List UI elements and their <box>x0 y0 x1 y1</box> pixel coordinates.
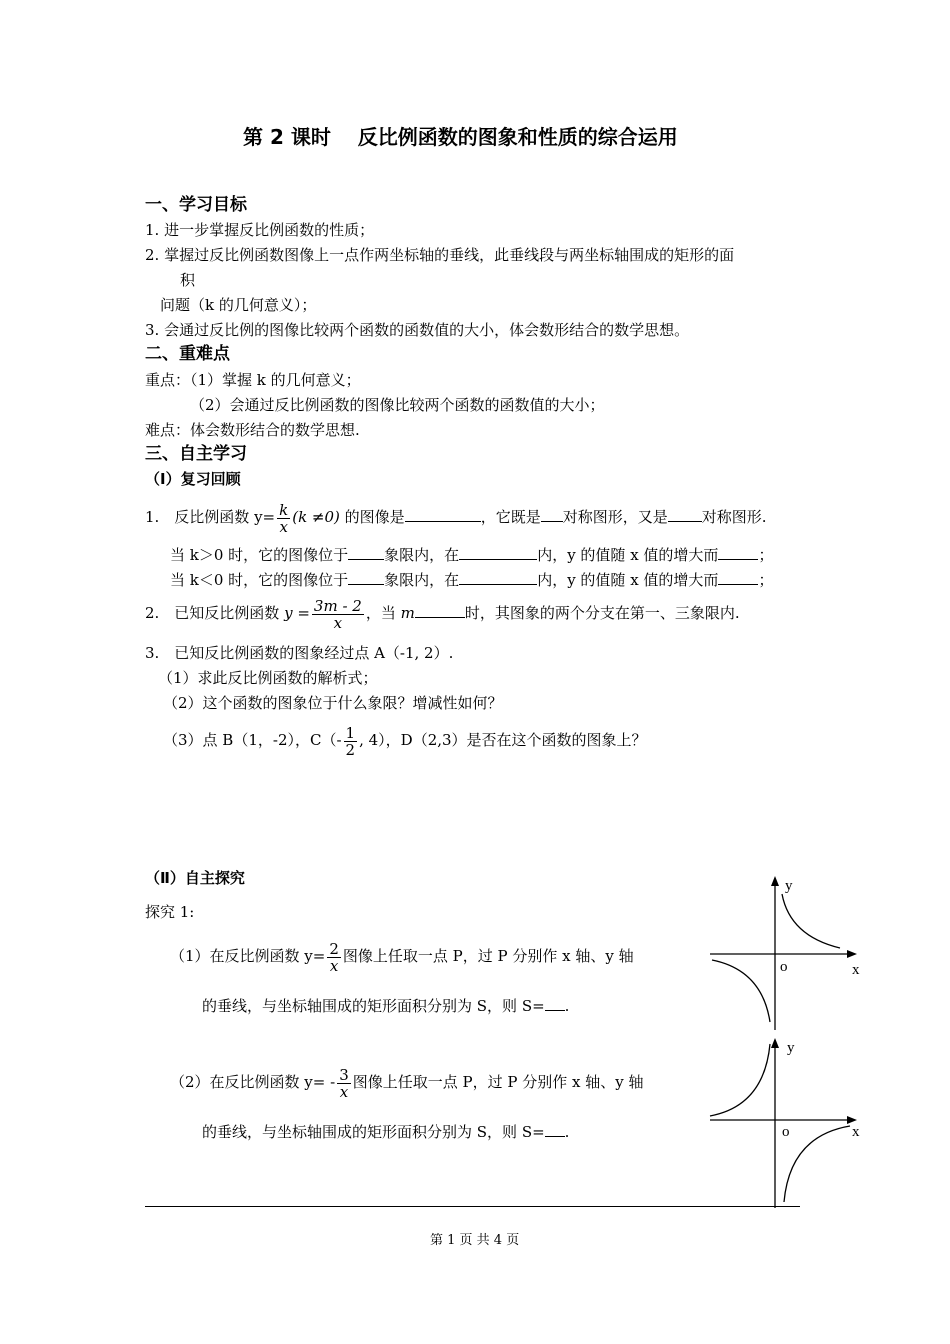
answer-blank[interactable] <box>545 1122 565 1137</box>
goal-2: 2. 掌握过反比例函数图像上一点作两坐标轴的垂线，此垂线段与两坐标轴围成的矩形的面 <box>145 246 735 264</box>
question-3: 3. 已知反比例函数的图象经过点 A（-1, 2）. <box>145 644 454 662</box>
explore-1-label: 探究 1: <box>145 903 195 921</box>
fraction-3-over-x: $\frac{3}{x}$ <box>339 1065 349 1101</box>
answer-blank[interactable] <box>405 507 481 522</box>
fraction-k-over-x: $\frac{k}{x}$ <box>279 500 289 536</box>
x-axis-label: x <box>852 1124 860 1140</box>
x-axis-label: x <box>852 962 860 978</box>
answer-blank[interactable] <box>668 507 702 522</box>
origin-label: o <box>782 1124 790 1140</box>
explore-1-question-1-line-2: 的垂线，与坐标轴围成的矩形面积分别为 S，则 S= . <box>202 997 570 1015</box>
section-heading-keypoints: 二、重难点 <box>145 344 230 364</box>
section-heading-goals: 一、学习目标 <box>145 195 247 215</box>
question-3-part-2: （2）这个函数的图象位于什么象限？增减性如何？ <box>163 694 503 712</box>
x-axis-arrow <box>847 1116 857 1124</box>
keypoint-1: 重点：（1）掌握 k 的几何意义； <box>145 371 361 389</box>
x-axis-arrow <box>847 950 857 958</box>
goal-1: 1. 进一步掌握反比例函数的性质； <box>145 221 375 239</box>
fraction-2-over-x: $\frac{2}{x}$ <box>329 939 339 975</box>
origin-label: o <box>780 959 788 975</box>
hyperbola-branch-q1 <box>782 894 840 948</box>
hyperbola-branch-q4 <box>784 1126 850 1202</box>
explore-heading: （Ⅱ）自主探究 <box>145 869 245 887</box>
fraction-3m-2-over-x: $\frac{3m - 2}{x}$ <box>313 596 362 632</box>
question-1-line-3: 当 k＜0 时，它的图像位于 象限内，在 内，y 的值随 x 值的增大而 ； <box>170 571 774 589</box>
goal-3: 3. 会通过反比例的图像比较两个函数的函数值的大小，体会数形结合的数学思想。 <box>145 321 690 339</box>
graph-negative-k <box>700 1032 870 1208</box>
answer-blank[interactable] <box>541 507 563 522</box>
answer-blank[interactable] <box>718 545 758 560</box>
answer-blank[interactable] <box>348 545 384 560</box>
goal-2-wrap: 积 <box>180 271 196 289</box>
answer-blank[interactable] <box>348 570 384 585</box>
y-axis-arrow <box>771 1038 779 1048</box>
answer-blank[interactable] <box>459 570 537 585</box>
answer-blank[interactable] <box>545 996 565 1011</box>
fraction-one-half: $\frac{1}{2}$ <box>345 723 356 759</box>
y-axis-arrow <box>771 876 779 886</box>
question-1-line-2: 当 k＞0 时，它的图像位于 象限内，在 内，y 的值随 x 值的增大而 ； <box>170 546 774 564</box>
difficulty: 难点：体会数形结合的数学思想. <box>145 421 360 439</box>
page-footer: 第 1 页 共 4 页 <box>430 1233 520 1248</box>
answer-blank[interactable] <box>459 545 537 560</box>
page-title: 第 2 课时 反比例函数的图象和性质的综合运用 <box>243 125 678 149</box>
explore-1-question-1: （1）在反比例函数 y= $\frac{2}{x}$ 图像上任取一点 P，过 P 分别作 x 轴、y 轴 <box>170 939 634 975</box>
graph-positive-k <box>700 870 870 1030</box>
section-heading-self-study: 三、自主学习 <box>145 444 247 464</box>
question-3-part-1: （1）求此反比例函数的解析式； <box>158 669 378 687</box>
review-heading: （Ⅰ）复习回顾 <box>145 470 241 488</box>
hyperbola-branch-q3 <box>712 960 770 1022</box>
footer-rule <box>145 1206 800 1207</box>
answer-blank[interactable] <box>718 570 758 585</box>
question-1: 1. 反比例函数 y= $\frac{k}{x}$ (k ≠0) 的图像是 ，它既是 对称图形，又是 对称图形. <box>145 500 767 536</box>
answer-blank[interactable] <box>415 603 465 618</box>
y-axis-label: y <box>787 1040 795 1056</box>
y-axis-label: y <box>785 878 793 894</box>
goal-2-cont: 问题（k 的几何意义）； <box>160 296 317 314</box>
question-3-part-3: （3）点 B（1，-2），C（- $\frac{1}{2}$ , 4），D（2,3）是否在这个函数的图象上？ <box>163 723 647 759</box>
hyperbola-branch-q2 <box>710 1044 770 1116</box>
explore-1-question-2: （2）在反比例函数 y= - $\frac{3}{x}$ 图像上任取一点 P，过 P 分别作 x 轴、y 轴 <box>170 1065 644 1101</box>
question-2: 2. 已知反比例函数 y = $\frac{3m - 2}{x}$ ，当 m 时，其图象的两个分支在第一、三象限内. <box>145 596 740 632</box>
explore-1-question-2-line-2: 的垂线，与坐标轴围成的矩形面积分别为 S，则 S= . <box>202 1123 570 1141</box>
keypoint-2: （2）会通过反比例函数的图像比较两个函数的函数值的大小； <box>190 396 605 414</box>
